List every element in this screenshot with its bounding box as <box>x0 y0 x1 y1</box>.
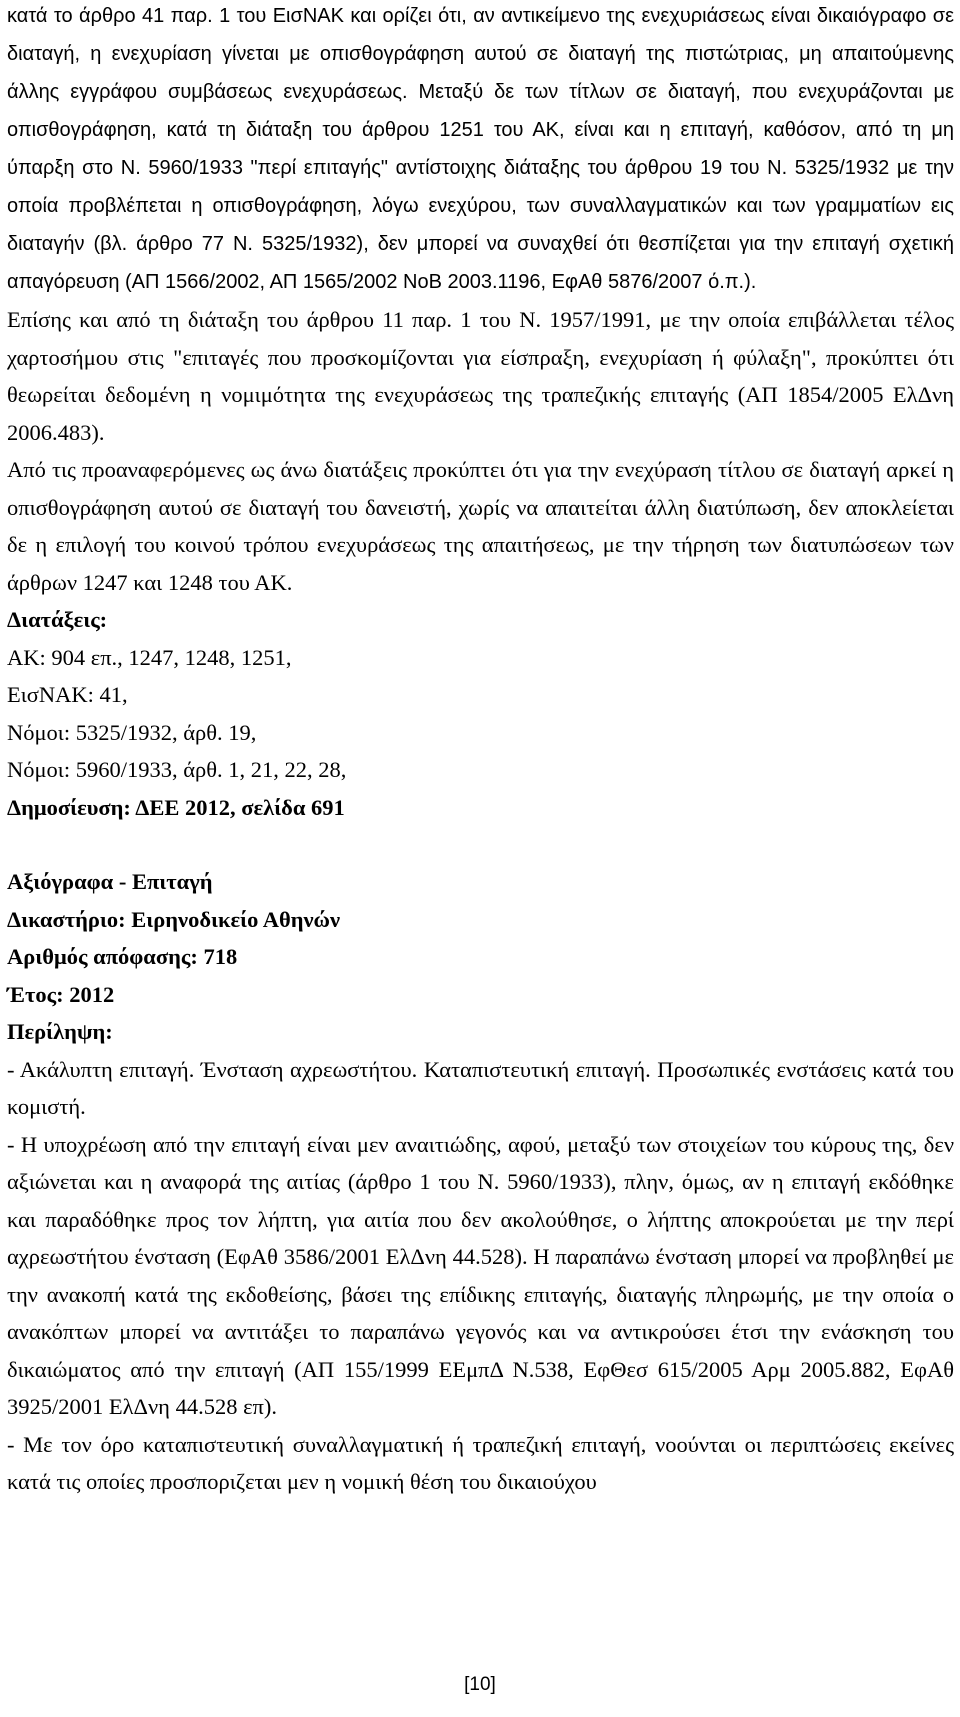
summary-item: - Η υποχρέωση από την επιταγή είναι μεν αναιτιώδης, αφού, μεταξύ των στοιχείων του κύρους της, δεν αξιώνεται και η αναφορά της αιτίας (άρθρο 1 του Ν. 5960/1933), πλην, όμως, αν η επιταγή εκδόθηκε και παραδόθηκε προς τον λήπτη, για αιτία που δεν ακολούθησε, ο λήπτης αποκρούεται με την περί αχρεωστήτου ένσταση (ΕφΑθ 3586/2001 ΕλΔνη 44.528). Η παραπάνω ένσταση μπορεί να προβληθεί με την ανακοπή κατά της εκδοθείσης, βάσει της επίδικης επιταγής, διαταγής πληρωμής, με την οποία ο ανακόπτων μπορεί να αντιτάξει το παραπάνω γεγονός και να αντικρούσει έτσι την ενάσκηση του δικαιώματος από την επιταγή (ΑΠ 155/1999 ΕΕμπΔ Ν.538, ΕφΘεσ 615/2005 Αρμ 2005.882, ΕφΑθ 3925/2001 ΕλΔνη 44.528 επ). <box>7 1131 954 1419</box>
section-spacer <box>7 826 954 863</box>
case-title: Αξιόγραφα - Επιταγή <box>7 869 213 894</box>
summary-item: - Με τον όρο καταπιστευτική συναλλαγματική ή τραπεζική επιταγή, νοούνται οι περιπτώσεις εκείνες κατά τις οποίες προσποριζεται μεν η νομική θέση του δικαιούχου <box>7 1431 954 1494</box>
summary-heading: Περίληψη: <box>7 1019 113 1044</box>
paragraph-conclusion: Από τις προαναφερόμενες ως άνω διατάξεις προκύπτει ότι για την ενεχύραση τίτλου σε διαταγή αρκεί η οπισθογράφηση αυτού σε διαταγή του δανειστή, χωρίς να απαιτείται άλλη διατύπωση, δεν αποκλείεται δε η επιλογή του κοινού τρόπου ενεχυράσεως της απαιτήσεως, με την τήρηση των διατυπώσεων των άρθρων 1247 και 1248 του ΑΚ. <box>7 457 954 595</box>
provision-line: ΑΚ: 904 επ., 1247, 1248, 1251, <box>7 644 292 670</box>
provision-line: ΕισΝΑΚ: 41, <box>7 682 128 707</box>
decision-number-line: Αριθμός απόφασης: 718 <box>7 944 238 969</box>
provisions-heading: Διατάξεις: <box>7 607 108 632</box>
year-line: Έτος: 2012 <box>7 981 115 1007</box>
publication-line: Δημοσίευση: ΔΕΕ 2012, σελίδα 691 <box>7 794 345 820</box>
court-line: Δικαστήριο: Ειρηνοδικείο Αθηνών <box>7 906 341 932</box>
provision-line: Νόμοι: 5325/1932, άρθ. 19, <box>7 719 257 745</box>
paragraph-stamp-duty: Επίσης και από τη διάταξη του άρθρου 11 παρ. 1 του Ν. 1957/1991, με την οποία επιβάλλεται τέλος χαρτοσήμου στις "επιταγές που προσκομίζονται για είσπραξη, ενεχυρίαση ή φύλαξη", προκύπτει ότι θεωρείται δεδομένη η νομιμότητα της ενεχυράσεως της τραπεζικής επιταγής (ΑΠ 1854/2005 ΕλΔνη 2006.483). <box>7 307 954 445</box>
paragraph-pledge-by-endorsement: κατά το άρθρο 41 παρ. 1 του ΕισΝΑΚ και ορίζει ότι, αν αντικείμενο της ενεχυριάσεως είναι δικαιόγραφο σε διαταγή, η ενεχυρίαση γίνεται με οπισθογράφηση αυτού σε διαταγή της πιστώτριας, μη απαιτούμενης άλλης εγγράφου συμβάσεως ενεχυράσεως. Μεταξύ δε των τίτλων σε διαταγή, που ενεχυράζονται με οπισθογράφηση, κατά τη διάταξη του άρθρου 1251 του ΑΚ, είναι και η επιταγή, καθόσον, από τη μη ύπαρξη στο Ν. 5960/1933 "περί επιταγής" αντίστοιχης διάταξης του άρθρου 19 του Ν. 5325/1932 με την οποία προβλέπεται η οπισθογράφηση, λόγω ενεχύρου, των συναλλαγματικών και των γραμματίων εις διαταγήν (βλ. άρθρο 77 Ν. 5325/1932), δεν μπορεί να συναχθεί ότι θεσπίζεται για την επιταγή σχετική απαγόρευση (ΑΠ 1566/2002, ΑΠ 1565/2002 ΝοΒ 2003.1196, ΕφΑθ 5876/2007 ό.π.). <box>7 5 954 293</box>
summary-item: - Ακάλυπτη επιταγή. Ένσταση αχρεωστήτου. Καταπιστευτική επιταγή. Προσωπικές ενστάσεις κατά του κομιστή. <box>7 1056 954 1119</box>
provision-line: Νόμοι: 5960/1933, άρθ. 1, 21, 22, 28, <box>7 757 347 782</box>
page-number: [10] <box>464 1674 496 1695</box>
